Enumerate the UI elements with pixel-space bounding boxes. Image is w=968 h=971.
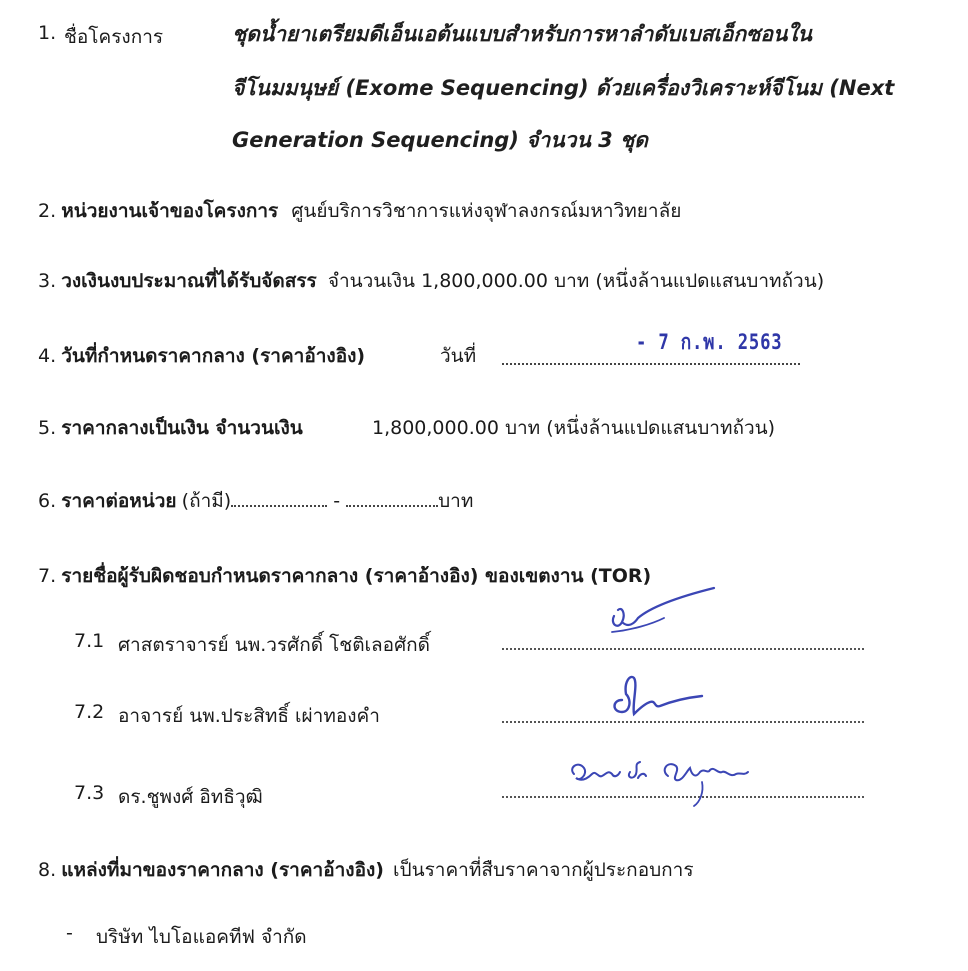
section-7-number: 7. xyxy=(38,565,57,587)
section-4-date-prefix: วันที่ xyxy=(440,345,477,367)
section-4-number: 4. xyxy=(38,345,57,367)
section-1-label: ชื่อโครงการ xyxy=(64,26,164,48)
section-6-middle: - xyxy=(327,490,347,512)
section-6-label: ราคาต่อหน่วย xyxy=(61,490,177,512)
section-7-row xyxy=(38,561,651,591)
unit-price-dots-2 xyxy=(346,491,438,507)
project-title-line-1: ชุดน้ำยาเตรียมดีเอ็นเอต้นแบบสำหรับการหาลำดับเบสเอ็กซอนใน xyxy=(232,22,812,46)
section-8-number: 8. xyxy=(38,859,57,881)
section-2-row xyxy=(38,196,681,226)
signature-7-3 xyxy=(564,748,774,818)
section-2-label: หน่วยงานเจ้าของโครงการ xyxy=(61,200,279,222)
member-7-3-number: 7.3 xyxy=(74,782,105,804)
section-1-number: 1. xyxy=(38,22,57,44)
member-7-2-number: 7.2 xyxy=(74,701,105,723)
section-6-unit: บาท xyxy=(438,490,474,512)
supplier-name: บริษัท ไบโอแอคทีฟ จำกัด xyxy=(96,926,307,948)
section-3-row xyxy=(38,266,824,296)
section-5-value: 1,800,000.00 บาท (หนึ่งล้านแปดแสนบาทถ้วน) xyxy=(372,417,776,439)
project-title-line-3: Generation Sequencing) จำนวน 3 ชุด xyxy=(232,128,648,152)
section-6-number: 6. xyxy=(38,490,57,512)
signature-7-2 xyxy=(604,670,714,725)
section-6-row xyxy=(38,486,473,516)
section-2-number: 2. xyxy=(38,200,57,222)
section-5-row xyxy=(38,413,303,443)
section-3-number: 3. xyxy=(38,270,57,292)
date-stamp: - 7 ก.พ. 2563 xyxy=(636,330,783,354)
section-3-value: จำนวนเงิน 1,800,000.00 บาท (หนึ่งล้านแปดแสนบาทถ้วน) xyxy=(327,270,825,292)
section-5-label: ราคากลางเป็นเงิน จำนวนเงิน xyxy=(61,417,303,439)
signature-7-1 xyxy=(592,584,722,644)
section-4-row xyxy=(38,341,365,371)
section-7-label: รายชื่อผู้รับผิดชอบกำหนดราคากลาง (ราคาอ้างอิง) ของเขตงาน (TOR) xyxy=(61,565,652,587)
member-7-1-name: ศาสตราจารย์ นพ.วรศักดิ์ โชติเลอศักดิ์ xyxy=(118,634,430,656)
signature-line-7-1 xyxy=(502,648,864,650)
section-3-label: วงเงินงบประมาณที่ได้รับจัดสรร xyxy=(61,270,317,292)
project-title-line-2: จีโนมมนุษย์ (Exome Sequencing) ด้วยเครื่องวิเคราะห์จีโนม (Next xyxy=(232,76,895,100)
section-8-value: เป็นราคาที่สืบราคาจากผู้ประกอบการ xyxy=(393,859,694,881)
member-7-3-name: ดร.ชูพงศ์ อิทธิวุฒิ xyxy=(118,786,263,808)
section-5-number: 5. xyxy=(38,417,57,439)
section-2-value: ศูนย์บริการวิชาการแห่งจุฬาลงกรณ์มหาวิทยาลัย xyxy=(291,200,682,222)
supplier-bullet: - xyxy=(66,922,73,944)
unit-price-dots-1 xyxy=(231,491,327,507)
section-8-row xyxy=(38,855,694,885)
section-4-label: วันที่กำหนดราคากลาง (ราคาอ้างอิง) xyxy=(61,345,366,367)
member-7-2-name: อาจารย์ นพ.ประสิทธิ์ เผ่าทองคำ xyxy=(118,705,380,727)
member-7-1-number: 7.1 xyxy=(74,630,105,652)
section-8-label: แหล่งที่มาของราคากลาง (ราคาอ้างอิง) xyxy=(61,859,384,881)
section-6-paren: (ถ้ามี) xyxy=(181,490,232,512)
